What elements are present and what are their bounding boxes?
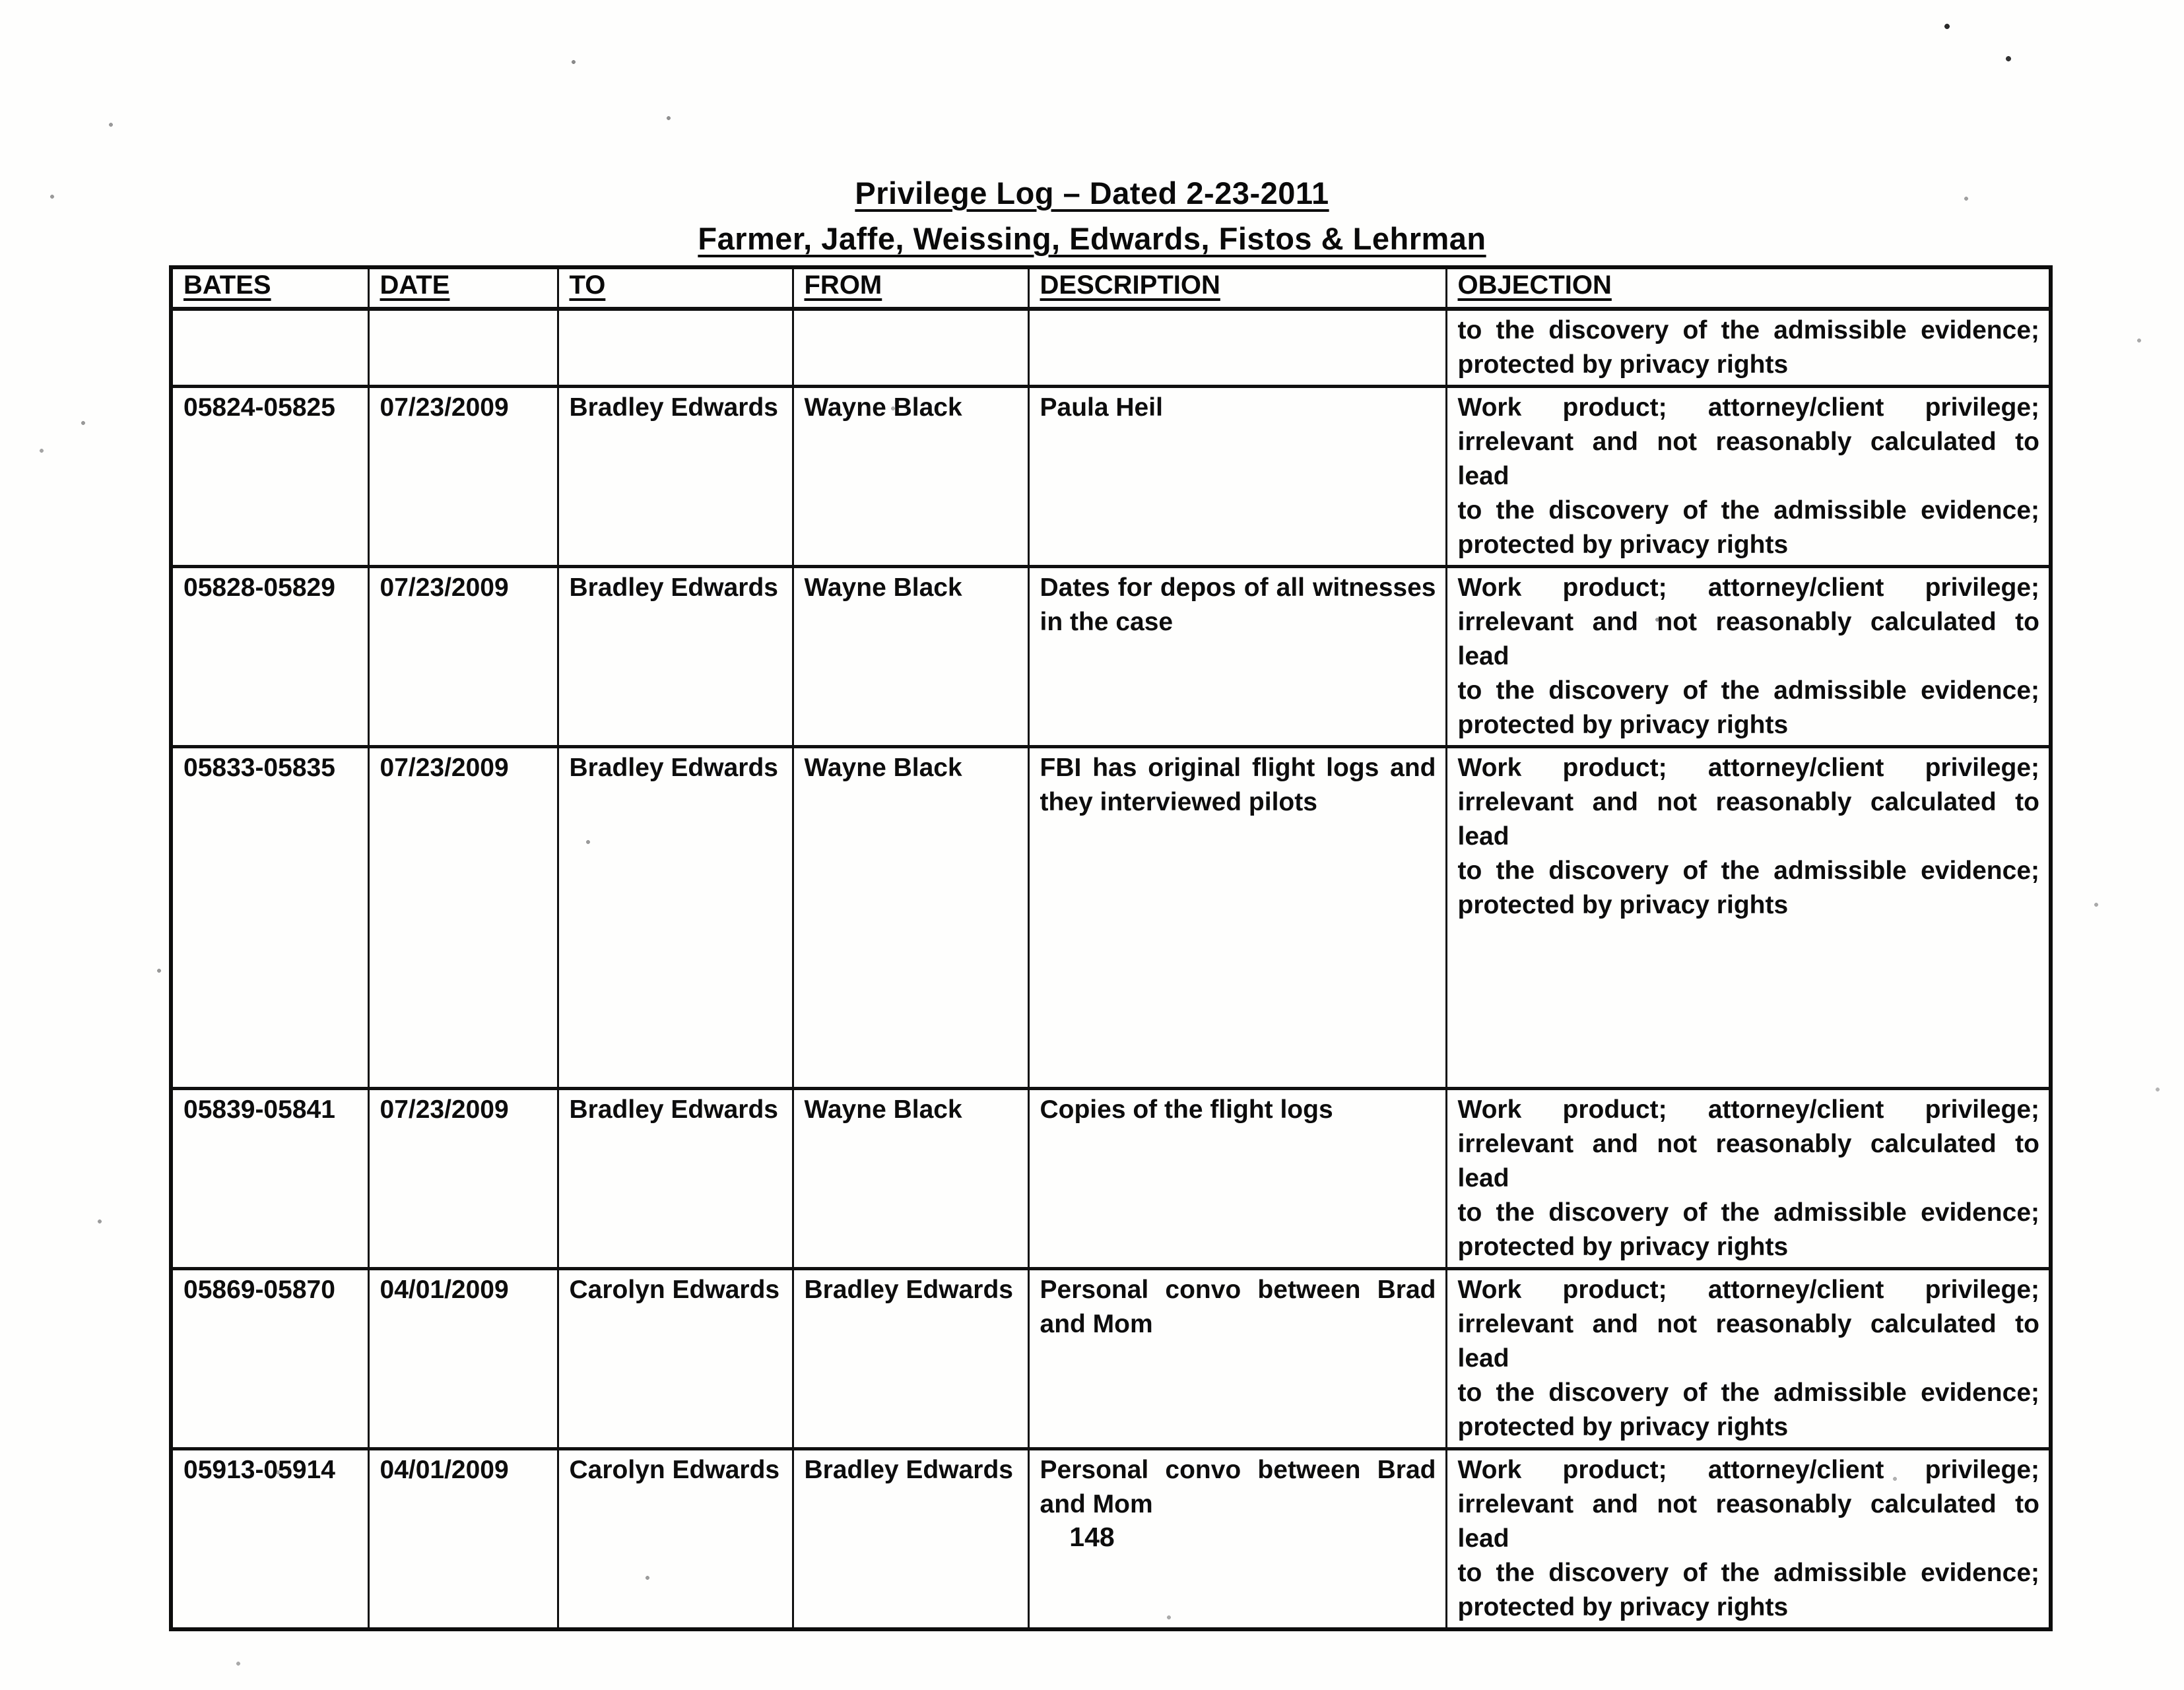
cell-bates: 05869-05870 [171, 1269, 368, 1449]
cell-from: Wayne Black [793, 1089, 1028, 1269]
cell-objection: Work product; attorney/client privilege; irrelevant and not reasonably calculated to lead to the discovery of the admissible evidence; protected by privacy rights [1446, 1449, 2051, 1630]
cell-date: 07/23/2009 [368, 747, 558, 1089]
cell-description [1028, 309, 1446, 387]
cell-from: Wayne Black [793, 747, 1028, 1089]
cell-from: Wayne Black [793, 387, 1028, 567]
cell-date: 07/23/2009 [368, 387, 558, 567]
column-header-from: FROM [793, 267, 1028, 309]
cell-to: Bradley Edwards [558, 747, 793, 1089]
column-header-description: DESCRIPTION [1028, 267, 1446, 309]
page-number: 148 [1069, 1522, 1115, 1552]
column-header-date: DATE [368, 267, 558, 309]
cell-to [558, 309, 793, 387]
cell-description: FBI has original flight logs and they interviewed pilots [1028, 747, 1446, 1089]
cell-from [793, 309, 1028, 387]
cell-bates [171, 309, 368, 387]
cell-from: Bradley Edwards [793, 1449, 1028, 1630]
cell-bates: 05833-05835 [171, 747, 368, 1089]
cell-bates: 05839-05841 [171, 1089, 368, 1269]
cell-description: Copies of the flight logs [1028, 1089, 1446, 1269]
cell-bates: 05913-05914 [171, 1449, 368, 1630]
cell-description: Personal convo between Brad and Mom [1028, 1269, 1446, 1449]
cell-to: Bradley Edwards [558, 567, 793, 747]
column-header-to: TO [558, 267, 793, 309]
table-row [171, 747, 2051, 1089]
cell-bates: 05824-05825 [171, 387, 368, 567]
cell-objection: Work product; attorney/client privilege; irrelevant and not reasonably calculated to lead to the discovery of the admissible evidence; protected by privacy rights [1446, 1089, 2051, 1269]
cell-bates: 05828-05829 [171, 567, 368, 747]
table-row [171, 309, 2051, 387]
cell-objection: Work product; attorney/client privilege; irrelevant and not reasonably calculated to lead to the discovery of the admissible evidence; protected by privacy rights [1446, 747, 2051, 1089]
cell-from: Wayne Black [793, 567, 1028, 747]
privilege-log-table [169, 265, 2053, 1631]
law-firm-name: Farmer, Jaffe, Weissing, Edwards, Fistos & Lehrman [698, 221, 1486, 256]
cell-to: Carolyn Edwards [558, 1449, 793, 1630]
cell-date: 07/23/2009 [368, 1089, 558, 1269]
cell-objection: Work product; attorney/client privilege; irrelevant and not reasonably calculated to lead to the discovery of the admissible evidence; protected by privacy rights [1446, 567, 2051, 747]
cell-objection: Work product; attorney/client privilege; irrelevant and not reasonably calculated to lead to the discovery of the admissible evidence; protected by privacy rights [1446, 387, 2051, 567]
cell-to: Carolyn Edwards [558, 1269, 793, 1449]
table-row [171, 1269, 2051, 1449]
table-row [171, 387, 2051, 567]
cell-description: Paula Heil [1028, 387, 1446, 567]
document-title: Privilege Log – Dated 2-23-2011 [855, 176, 1329, 211]
cell-description: Dates for depos of all witnesses in the case [1028, 567, 1446, 747]
cell-to: Bradley Edwards [558, 1089, 793, 1269]
cell-date: 04/01/2009 [368, 1449, 558, 1630]
cell-from: Bradley Edwards [793, 1269, 1028, 1449]
cell-objection: to the discovery of the admissible evidence; protected by privacy rights [1446, 309, 2051, 387]
table-row [171, 1089, 2051, 1269]
cell-objection: Work product; attorney/client privilege; irrelevant and not reasonably calculated to lead to the discovery of the admissible evidence; protected by privacy rights [1446, 1269, 2051, 1449]
cell-date: 07/23/2009 [368, 567, 558, 747]
cell-date: 04/01/2009 [368, 1269, 558, 1449]
cell-to: Bradley Edwards [558, 387, 793, 567]
document-title-block [0, 170, 2184, 261]
table-row [171, 567, 2051, 747]
column-header-bates: BATES [171, 267, 368, 309]
cell-date [368, 309, 558, 387]
header-row [171, 267, 2051, 309]
cell-description: Personal convo between Brad and Mom [1028, 1449, 1446, 1630]
column-header-objection: OBJECTION [1446, 267, 2051, 309]
